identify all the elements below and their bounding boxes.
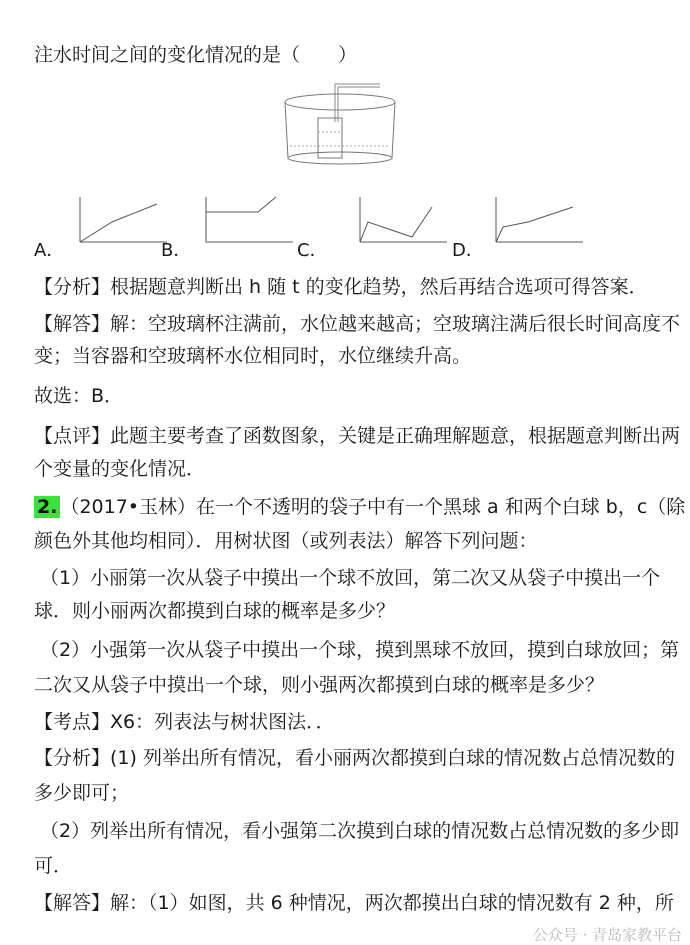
q1-comment-line2: 个变量的变化情况． bbox=[34, 458, 206, 480]
q2-solution-line1: 【解答】解：（1）如图，共 6 种情况，两次都摸出白球的情况数有 2 种，所 bbox=[34, 892, 674, 914]
q2-stem-text: （2017•玉林）在一个不透明的袋子中有一个黑球 a 和两个白球 b，c（除 bbox=[60, 496, 686, 518]
option-c-graph bbox=[352, 192, 452, 247]
option-a-graph bbox=[72, 192, 172, 247]
q2-part1-line1: （1）小丽第一次从袋子中摸出一个球不放回，第二次又从袋子中摸出一个 bbox=[40, 567, 661, 589]
q2-analysis-line1: 【分析】(1) 列举出所有情况，看小丽两次都摸到白球的情况数占总情况数的 bbox=[34, 747, 675, 769]
q2-part2-line2: 二次又从袋子中摸出一个球，则小强两次都摸到白球的概率是多少？ bbox=[34, 674, 605, 696]
q2-analysis-line4: 可． bbox=[34, 855, 73, 877]
option-d-graph bbox=[488, 192, 588, 247]
q2-stem-line2: 颜色外其他均相同）．用树状图（或列表法）解答下列问题： bbox=[34, 530, 538, 552]
container-figure bbox=[280, 74, 420, 174]
q1-solution-line2: 变；当容器和空玻璃杯水位相同时，水位继续升高。 bbox=[34, 345, 472, 367]
q2-part2-line1: （2）小强第一次从袋子中摸出一个球，摸到黑球不放回，摸到白球放回；第 bbox=[40, 639, 680, 661]
q1-comment-line1: 【点评】此题主要考查了函数图象，关键是正确理解题意，根据题意判断出两 bbox=[34, 425, 681, 447]
watermark: 公众号 · 青岛家教平台 bbox=[532, 926, 682, 944]
q1-solution-line1: 【解答】解：空玻璃杯注满前，水位越来越高；空玻璃注满后很长时间高度不 bbox=[34, 313, 681, 335]
option-d-label: D． bbox=[452, 240, 484, 261]
q2-analysis-line2: 多少即可； bbox=[34, 782, 130, 804]
q2-stem-line1 bbox=[34, 494, 685, 520]
option-b-label: B． bbox=[161, 240, 192, 261]
q1-stem-tail: 注水时间之间的变化情况的是（ ） bbox=[34, 44, 358, 66]
option-c-label: C． bbox=[297, 240, 328, 261]
q1-answer: 故选：B． bbox=[34, 385, 124, 407]
question-number-badge: 2. bbox=[34, 496, 60, 518]
q2-kaodian: 【考点】X6：列表法与树状图法．． bbox=[34, 711, 335, 733]
option-a-label: A． bbox=[34, 240, 65, 261]
q1-analysis: 【分析】根据题意判断出 h 随 t 的变化趋势，然后再结合选项可得答案． bbox=[34, 276, 648, 298]
q2-analysis-line3: （2）列举出所有情况，看小强第二次摸到白球的情况数占总情况数的多少即 bbox=[40, 820, 680, 842]
q2-part1-line2: 球．则小丽两次都摸到白球的概率是多少？ bbox=[34, 600, 396, 622]
option-b-graph bbox=[198, 192, 298, 247]
